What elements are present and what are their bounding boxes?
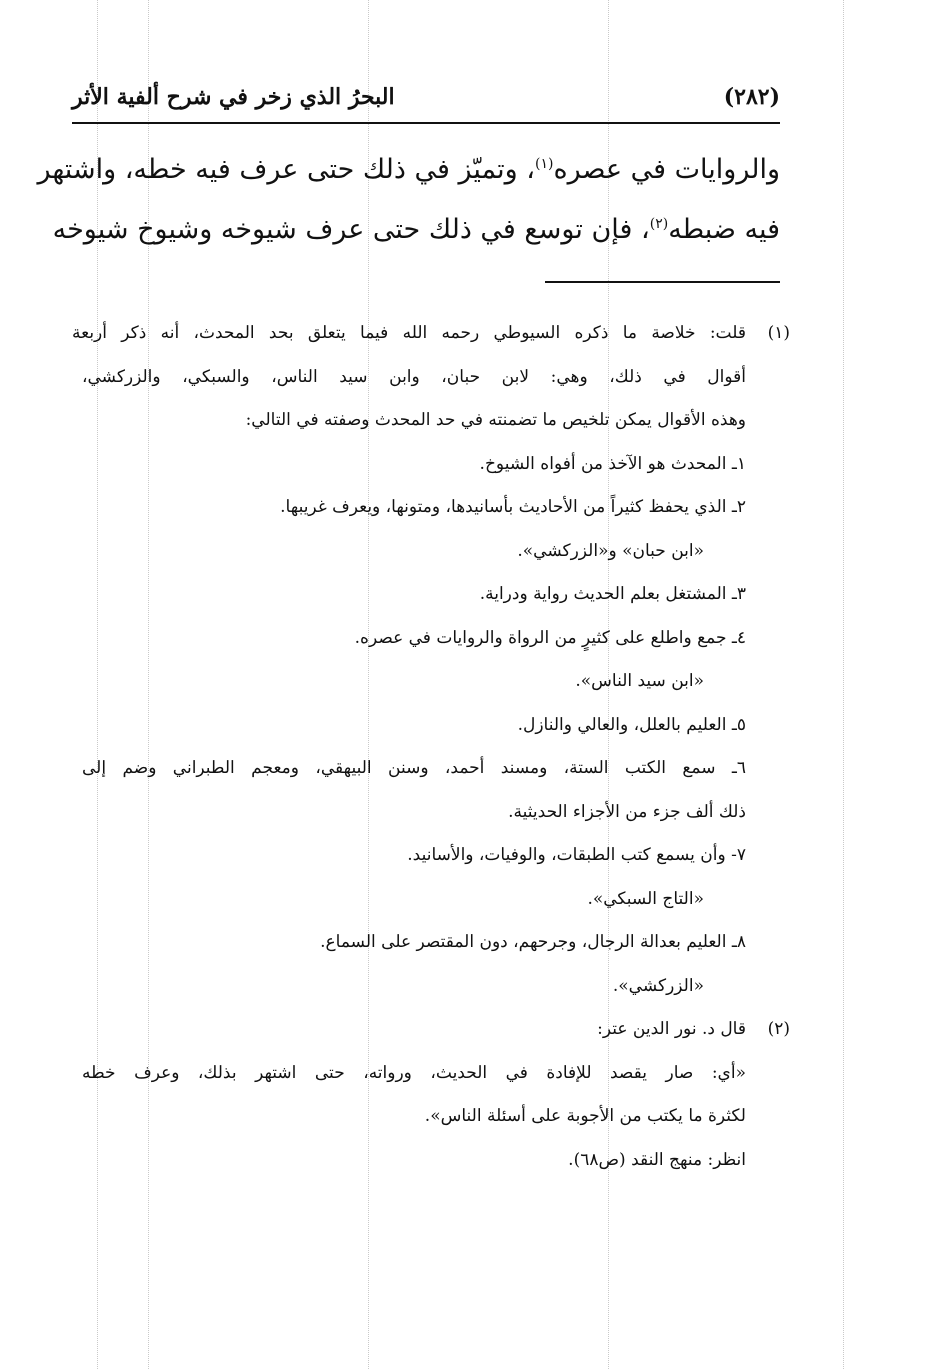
footnote-1-item: ٨ـ العليم بعدالة الرجال، وجرحهم، دون المقتصر على السماع. bbox=[320, 932, 746, 952]
main-text bbox=[37, 140, 780, 260]
footnote-2-quote-line: «أي: صار يقصد للإفادة في الحديث، ورواته، حتى اشتهر بذلك، وعرف خطه bbox=[82, 1062, 746, 1083]
footnote-2-reference: انظر: منهج النقد (ص٦٨). bbox=[568, 1149, 746, 1170]
footnote-1-item: ٦ـ سمع الكتب الستة، ومسند أحمد، وسنن البيهقي، ومعجم الطبراني وضم إلى bbox=[82, 758, 746, 778]
footnote-1-item: ٤ـ جمع واطلع على كثيرٍ من الرواة والروايات في عصره. bbox=[354, 627, 746, 648]
footnote-1-source: «التاج السبكي». bbox=[587, 888, 704, 909]
footnote-1-mark: (١) bbox=[767, 323, 790, 343]
footnote-1-item: ٥ـ العليم بالعلل، والعالي والنازل. bbox=[517, 714, 746, 735]
footnote-1-text: قلت: خلاصة ما ذكره السيوطي رحمه الله فيما يتعلق بحد المحدث، أنه ذكر أربعة bbox=[72, 323, 746, 343]
main-text-line bbox=[37, 140, 780, 200]
footnote-2-intro: قال د. نور الدين عتر: bbox=[597, 1019, 746, 1039]
footnote-1-item: ٧- وأن يسمع كتب الطبقات، والوفيات، والأسانيد. bbox=[407, 845, 746, 865]
footnote-2-mark: (٢) bbox=[767, 1019, 790, 1039]
footnote-1-item: ١ـ المحدث هو الآخذ من أفواه الشيوخ. bbox=[479, 453, 746, 474]
main-text-segment: ، فإن توسع في ذلك حتى عرف شيوخه وشيوخ شيوخه bbox=[52, 214, 650, 245]
scan-guide-line bbox=[843, 0, 844, 1369]
footnote-separator bbox=[545, 281, 780, 283]
footnote-1-source: «الزركشي». bbox=[612, 975, 704, 996]
footnote-2-quote-line: لكثرة ما يكتب من الأجوبة على أسئلة الناس». bbox=[424, 1106, 746, 1126]
main-text-segment: والروايات في عصره bbox=[553, 154, 780, 185]
footnote-1-line: أقوال في ذلك، وهي: لابن حبان، وابن سيد الناس، والسبكي، والزركشي، bbox=[82, 366, 746, 387]
main-text-line bbox=[52, 200, 780, 260]
footnote-1-item: ذلك ألف جزء من الأجزاء الحديثية. bbox=[508, 801, 746, 822]
running-title: البحرُ الذي زخر في شرح ألفية الأثر bbox=[72, 84, 395, 110]
footnote-reference-1[interactable]: (١) bbox=[535, 156, 554, 172]
main-text-segment: فيه ضبطه bbox=[668, 214, 780, 245]
footnote-2-line bbox=[72, 1008, 790, 1052]
footnote-1-source: «ابن سيد الناس». bbox=[575, 671, 704, 691]
page-header bbox=[72, 80, 780, 116]
footnote-1-item: ٣ـ المشتغل بعلم الحديث رواية ودراية. bbox=[479, 584, 746, 604]
main-text-segment: ، وتميّز في ذلك حتى عرف فيه خطه، واشتهر bbox=[37, 154, 536, 185]
footnotes bbox=[72, 312, 790, 1182]
page-number: (٢٨٢) bbox=[723, 84, 780, 110]
footnote-1-source: «ابن حبان» و«الزركشي». bbox=[517, 540, 704, 561]
header-divider bbox=[72, 122, 780, 124]
footnote-reference-2[interactable]: (٢) bbox=[649, 216, 669, 232]
footnote-1-line: وهذه الأقوال يمكن تلخيص ما تضمنته في حد المحدث وصفته في التالي: bbox=[245, 410, 746, 430]
footnote-1-line bbox=[72, 312, 790, 356]
footnote-1-item: ٢ـ الذي يحفظ كثيراً من الأحاديث بأسانيدها، ومتونها، ويعرف غريبها. bbox=[280, 497, 746, 517]
